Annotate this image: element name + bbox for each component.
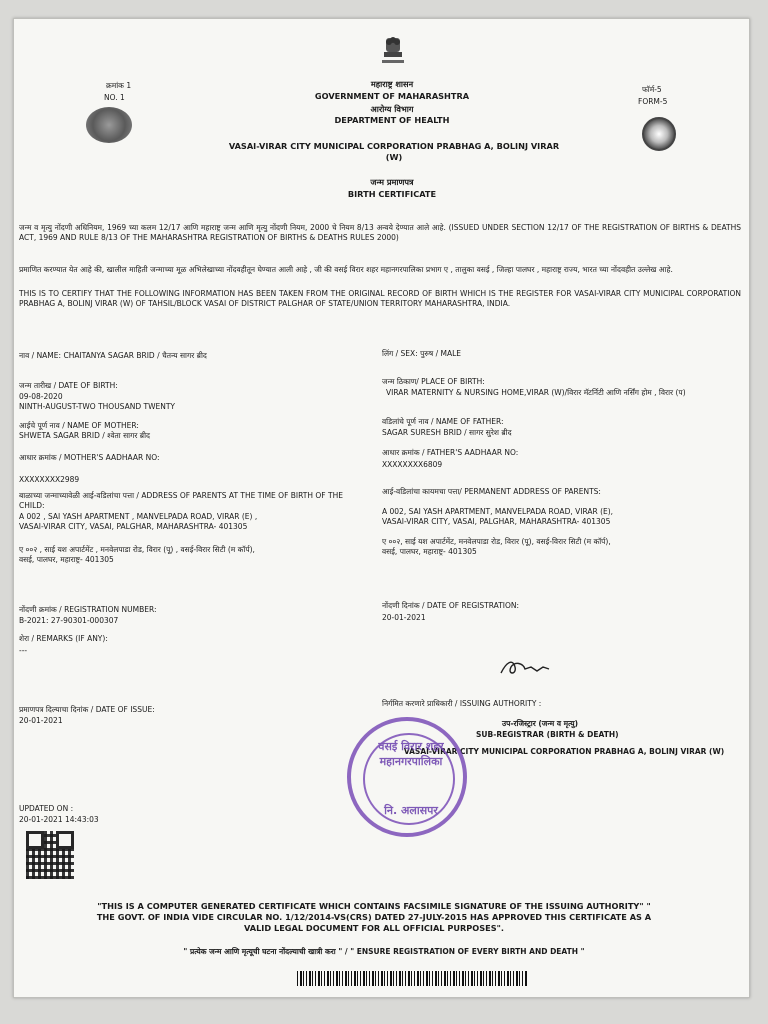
dob-words: NINTH-AUGUST-TWO THOUSAND TWENTY: [19, 402, 175, 411]
maharashtra-seal-icon: [86, 107, 132, 143]
corporation-title: VASAI-VIRAR CITY MUNICIPAL CORPORATION PRABHAG A, BOLINJ VIRAR: [228, 141, 560, 151]
mother-name-value: SHWETA SAGAR BRID / श्वेता सागर ब्रीद: [19, 431, 150, 440]
issuing-authority-label: निर्गमित करणारे प्राधिकारी / ISSUING AUTHORITY :: [382, 699, 542, 708]
signature-icon: [497, 657, 553, 679]
registration-date-value: 20-01-2021: [382, 613, 426, 622]
registration-number-value: B-2021: 27-90301-000307: [19, 616, 119, 625]
barcode-icon: [297, 971, 527, 986]
place-of-birth-label: जन्म ठिकाण/ PLACE OF BIRTH:: [382, 377, 485, 386]
birth-address-value-marathi: ए ००२ , साई यश अपार्टमेंट , मनवेलपाडा रोड, विरार (पू) , वसई-विरार सिटी (म कॉर्प), वसई, पालघर, महाराष्ट्र- 401305: [19, 545, 255, 564]
name-label: नाव / NAME:: [19, 351, 62, 360]
dob-label: जन्म तारीख / DATE OF BIRTH:: [19, 381, 118, 390]
slogan-text: " प्रत्येक जन्म आणि मृत्यूची घटना नोंदल्याची खात्री करा " / " ENSURE REGISTRATION OF EVERY BIRTH AND DEATH ": [183, 947, 585, 956]
sex-label: लिंग / SEX:: [382, 349, 418, 358]
dept-title: DEPARTMENT OF HEALTH: [334, 115, 450, 125]
dob-value: 09-08-2020: [19, 392, 63, 401]
certify-text-marathi: प्रमाणित करण्यात येत आहे की, खालील माहिती जन्माच्या मूळ अभिलेखाच्या नोंदवहीतून घेण्यात आली आहे , जी की वसई विरार शहर महानगरपालिका प्रभाग ए , तालुका वसई , जिल्हा पालघर , महाराष्ट्र राज्य, भारत च्या नोंदवहीत उल्लेख आहे.: [19, 265, 673, 274]
authority-title: SUB-REGISTRAR (BIRTH & DEATH): [476, 730, 619, 739]
father-name-label: वडिलांचे पूर्ण नाव / NAME OF FATHER:: [382, 417, 504, 426]
number-label-marathi: क्रमांक 1: [106, 81, 132, 90]
certificate-page: [13, 18, 750, 998]
official-stamp: [347, 717, 467, 837]
permanent-address-value: A 002, SAI YASH APARTMENT, MANVELPADA ROAD, VIRAR (E), VASAI-VIRAR CITY, VASAI, PALGHAR, MAHARASHTRA- 401305: [382, 507, 614, 526]
father-aadhaar-value: XXXXXXXX6809: [382, 460, 443, 469]
mother-aadhaar-value: XXXXXXXX2989: [19, 475, 80, 484]
registration-number-label: नोंदणी क्रमांक / REGISTRATION NUMBER:: [19, 605, 157, 614]
authority-organization: VASAI-VIRAR CITY MUNICIPAL CORPORATION PRABHAG A, BOLINJ VIRAR (W): [403, 747, 725, 756]
authority-title-marathi: उप-रजिस्ट्रार (जन्म व मृत्यु): [502, 719, 579, 728]
stamp-text-top: वसई विरार शहर महानगरपालिका: [378, 740, 444, 768]
mother-aadhaar-label: आधार क्रमांक / MOTHER'S AADHAAR NO:: [19, 453, 160, 462]
birth-address-value: A 002 , SAI YASH APARTMENT , MANVELPADA ROAD, VIRAR (E) , VASAI-VIRAR CITY, VASAI, PALGHAR, MAHARASHTRA- 401305: [19, 512, 258, 531]
qr-code-icon: [26, 831, 74, 879]
remarks-value: ---: [19, 646, 28, 655]
sex-field: [382, 349, 722, 359]
issue-date-value: 20-01-2021: [19, 716, 63, 725]
updated-on-value: 20-01-2021 14:43:03: [19, 815, 99, 824]
dept-title-marathi: आरोग्य विभाग: [370, 104, 414, 114]
mother-name-label: आईचे पूर्ण नाव / NAME OF MOTHER:: [19, 421, 139, 430]
certificate-title-marathi: जन्म प्रमाणपत्र: [370, 177, 414, 187]
place-of-birth-value: VIRAR MATERNITY & NURSING HOME,VIRAR (W)/विरार मॅटर्निटी आणि नर्सिंग होम , विरार (प): [386, 388, 686, 397]
sex-value: पुरुष / MALE: [420, 349, 462, 358]
issue-date-label: प्रमाणपत्र दिल्याचा दिनांक / DATE OF ISSUE:: [19, 705, 155, 714]
registration-date-label: नोंदणी दिनांक / DATE OF REGISTRATION:: [382, 601, 520, 610]
certify-text: THIS IS TO CERTIFY THAT THE FOLLOWING INFORMATION HAS BEEN TAKEN FROM THE ORIGINAL RECORD OF BIRTH WHICH IS THE REGISTER FOR VASAI-VIRAR CITY MUNICIPAL CORPORATION PRABHAG A, BOLINJ VIRAR (W) OF TAHSIL/BLOCK VASAI OF DISTRICT PALGHAR OF STATE/UNION TERRITORY MAHARASHTRA, INDIA.: [19, 289, 741, 308]
govt-title-marathi: महाराष्ट्र शासन: [370, 79, 414, 89]
issued-under-text: जन्म व मृत्यु नोंदणी अधिनियम, 1969 च्या कलम 12/17 आणि महाराष्ट्र जन्म आणि मृत्यु नोंदणी नियम, 2000 चे नियम 8/13 अन्वये देण्यात आले आहे. (ISSUED UNDER SECTION 12/17 OF THE REGISTRATION OF BIRTHS & DEATHS ACT, 1969 AND RULE 8/13 OF THE MAHARASHTRA REGISTRATION OF BIRTHS & DEATHS RULES 2000): [19, 223, 741, 242]
stamp-text-bottom: नि. अलासपर: [384, 804, 438, 817]
remarks-label: शेरा / REMARKS (IF ANY):: [19, 634, 108, 643]
corporation-title-ward: (W): [385, 152, 403, 162]
health-department-logo-icon: [642, 117, 676, 151]
number-label: NO. 1: [104, 93, 125, 102]
form-label-marathi: फॉर्म-5: [642, 85, 662, 94]
name-value: CHAITANYA SAGAR BRID / चैतन्य सागर ब्रीद: [63, 351, 207, 360]
father-name-value: SAGAR SURESH BRID / सागर सुरेश ब्रीद: [382, 428, 512, 437]
birth-address-label: बाळाच्या जन्माच्यावेळी आई-वडिलांचा पत्ता / ADDRESS OF PARENTS AT THE TIME OF BIRTH OF THE CHILD:: [19, 491, 343, 510]
permanent-address-value-marathi: ए ००२, साई यश अपार्टमेंट, मनवेलपाडा रोड, विरार (पू), वसई-विरार सिटी (म कॉर्प), वसई, पालघर, महाराष्ट्र- 401305: [382, 537, 611, 556]
name-field: [19, 351, 349, 361]
father-aadhaar-label: आधार क्रमांक / FATHER'S AADHAAR NO:: [382, 448, 519, 457]
updated-on-label: UPDATED ON :: [19, 804, 74, 813]
disclaimer-text: "THIS IS A COMPUTER GENERATED CERTIFICATE WHICH CONTAINS FACSIMILE SIGNATURE OF THE ISSUING AUTHORITY" " THE GOVT. OF INDIA VIDE CIRCULAR NO. 1/12/2014-VS(CRS) DATED 27-JULY-2015 HAS APPROVED THIS CERTIFICATE AS A VALID LEGAL DOCUMENT FOR ALL OFFICIAL PURPOSES".: [96, 901, 652, 933]
form-label: FORM-5: [638, 97, 668, 106]
certificate-title: BIRTH CERTIFICATE: [347, 189, 437, 199]
govt-title: GOVERNMENT OF MAHARASHTRA: [314, 91, 470, 101]
permanent-address-label: आई-वडिलांचा कायमचा पत्ता/ PERMANENT ADDRESS OF PARENTS:: [382, 487, 601, 496]
national-emblem-icon: [378, 34, 408, 70]
